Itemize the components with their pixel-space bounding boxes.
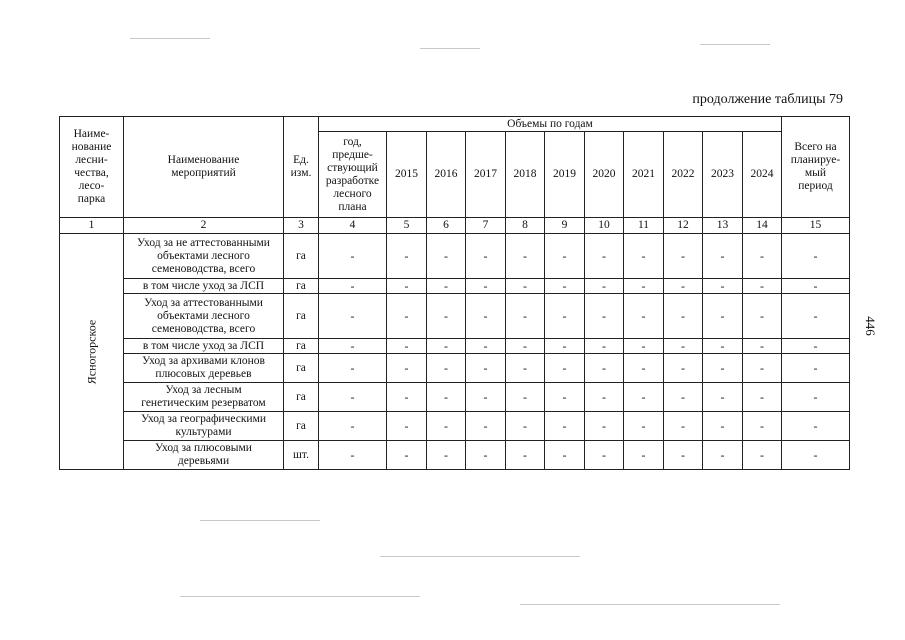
value-cell: - [743, 441, 782, 470]
unit-cell: га [284, 279, 319, 294]
activity-name: в том числе уход за ЛСП [124, 339, 284, 354]
header-year: 2023 [703, 132, 743, 218]
header-unit: Ед. изм. [284, 117, 319, 218]
value-cell: - [585, 383, 624, 412]
column-number: 7 [466, 218, 506, 234]
value-cell: - [506, 234, 545, 279]
value-cell: - [624, 383, 664, 412]
unit-cell: га [284, 234, 319, 279]
value-cell: - [466, 294, 506, 339]
value-cell: - [427, 441, 466, 470]
value-cell: - [466, 354, 506, 383]
value-cell: - [319, 354, 387, 383]
value-cell: - [427, 279, 466, 294]
header-year: 2022 [664, 132, 703, 218]
table-row [60, 294, 850, 339]
value-cell: - [427, 234, 466, 279]
header-year: 2015 [387, 132, 427, 218]
value-cell: - [319, 383, 387, 412]
value-cell: - [743, 354, 782, 383]
unit-cell: га [284, 354, 319, 383]
scan-speckle [520, 604, 780, 605]
column-number: 14 [743, 218, 782, 234]
value-cell: - [743, 234, 782, 279]
value-cell: - [506, 294, 545, 339]
value-cell: - [387, 339, 427, 354]
unit-cell: га [284, 339, 319, 354]
value-cell: - [664, 354, 703, 383]
value-cell: - [664, 339, 703, 354]
table-row [60, 354, 850, 383]
value-cell: - [387, 412, 427, 441]
value-cell: - [466, 279, 506, 294]
value-cell: - [624, 412, 664, 441]
value-cell: - [427, 354, 466, 383]
value-cell: - [506, 354, 545, 383]
value-cell: - [387, 441, 427, 470]
value-cell: - [506, 441, 545, 470]
unit-cell: га [284, 383, 319, 412]
column-number: 8 [506, 218, 545, 234]
value-cell: - [506, 279, 545, 294]
value-cell: - [743, 279, 782, 294]
column-number: 3 [284, 218, 319, 234]
header-prev-year: год, предше- ствующий разработке лесного плана [319, 132, 387, 218]
table-row [60, 441, 850, 470]
header-total: Всего на планируе- мый период [782, 117, 850, 218]
value-cell: - [466, 412, 506, 441]
value-cell: - [743, 383, 782, 412]
activity-name: Уход за географическими культурами [124, 412, 284, 441]
value-cell: - [664, 383, 703, 412]
value-cell: - [319, 441, 387, 470]
column-number: 15 [782, 218, 850, 234]
table-row [60, 279, 850, 294]
activity-name: Уход за плюсовыми деревьями [124, 441, 284, 470]
scan-speckle [200, 520, 320, 521]
volumes-table [59, 116, 850, 470]
value-cell: - [585, 294, 624, 339]
value-cell: - [466, 339, 506, 354]
value-cell: - [664, 234, 703, 279]
value-cell: - [624, 339, 664, 354]
value-cell: - [427, 412, 466, 441]
value-cell: - [782, 383, 850, 412]
value-cell: - [545, 354, 585, 383]
value-cell: - [506, 339, 545, 354]
value-cell: - [506, 383, 545, 412]
value-cell: - [624, 279, 664, 294]
column-number: 6 [427, 218, 466, 234]
value-cell: - [427, 383, 466, 412]
value-cell: - [319, 339, 387, 354]
value-cell: - [387, 234, 427, 279]
value-cell: - [703, 412, 743, 441]
scan-speckle [700, 44, 770, 45]
value-cell: - [703, 339, 743, 354]
value-cell: - [387, 279, 427, 294]
value-cell: - [624, 354, 664, 383]
value-cell: - [782, 279, 850, 294]
scan-speckle [130, 38, 210, 39]
scan-speckle [380, 556, 580, 557]
forestry-name-cell [60, 234, 124, 470]
value-cell: - [319, 294, 387, 339]
value-cell: - [427, 294, 466, 339]
value-cell: - [782, 294, 850, 339]
value-cell: - [585, 354, 624, 383]
column-number: 1 [60, 218, 124, 234]
header-forestry: Наиме- нование лесни- чества, лесо- парка [60, 117, 124, 218]
value-cell: - [466, 234, 506, 279]
value-cell: - [782, 412, 850, 441]
page-number: 446 [863, 316, 878, 336]
value-cell: - [319, 234, 387, 279]
activity-name: в том числе уход за ЛСП [124, 279, 284, 294]
value-cell: - [703, 441, 743, 470]
value-cell: - [782, 339, 850, 354]
table-row [60, 383, 850, 412]
column-number: 12 [664, 218, 703, 234]
activity-name: Уход за архивами клонов плюсовых деревьев [124, 354, 284, 383]
forestry-name: Ясногорское [84, 319, 98, 384]
header-year: 2016 [427, 132, 466, 218]
value-cell: - [782, 234, 850, 279]
value-cell: - [743, 339, 782, 354]
value-cell: - [545, 412, 585, 441]
value-cell: - [703, 279, 743, 294]
header-activity: Наименование мероприятий [124, 117, 284, 218]
value-cell: - [782, 354, 850, 383]
activity-name: Уход за лесным генетическим резерватом [124, 383, 284, 412]
column-number: 11 [624, 218, 664, 234]
value-cell: - [427, 339, 466, 354]
scan-speckle [180, 596, 420, 597]
scan-speckle [420, 48, 480, 49]
value-cell: - [624, 294, 664, 339]
value-cell: - [743, 412, 782, 441]
value-cell: - [664, 279, 703, 294]
unit-cell: га [284, 294, 319, 339]
value-cell: - [545, 339, 585, 354]
value-cell: - [782, 441, 850, 470]
activity-name: Уход за аттестованными объектами лесного семеноводства, всего [124, 294, 284, 339]
value-cell: - [585, 339, 624, 354]
value-cell: - [703, 354, 743, 383]
value-cell: - [545, 234, 585, 279]
column-number: 2 [124, 218, 284, 234]
value-cell: - [387, 294, 427, 339]
value-cell: - [624, 441, 664, 470]
value-cell: - [585, 441, 624, 470]
unit-cell: шт. [284, 441, 319, 470]
value-cell: - [703, 234, 743, 279]
value-cell: - [743, 294, 782, 339]
value-cell: - [545, 279, 585, 294]
activity-name: Уход за не аттестованными объектами лесного семеноводства, всего [124, 234, 284, 279]
value-cell: - [387, 383, 427, 412]
value-cell: - [387, 354, 427, 383]
value-cell: - [545, 441, 585, 470]
table-row [60, 339, 850, 354]
table-caption: продолжение таблицы 79 [692, 92, 843, 107]
header-year: 2019 [545, 132, 585, 218]
value-cell: - [703, 294, 743, 339]
value-cell: - [664, 412, 703, 441]
value-cell: - [624, 234, 664, 279]
header-year: 2021 [624, 132, 664, 218]
value-cell: - [585, 234, 624, 279]
value-cell: - [585, 279, 624, 294]
header-year: 2024 [743, 132, 782, 218]
column-number: 10 [585, 218, 624, 234]
header-year: 2018 [506, 132, 545, 218]
value-cell: - [545, 294, 585, 339]
column-number: 5 [387, 218, 427, 234]
value-cell: - [319, 412, 387, 441]
header-year: 2017 [466, 132, 506, 218]
value-cell: - [664, 441, 703, 470]
value-cell: - [319, 279, 387, 294]
value-cell: - [585, 412, 624, 441]
header-year: 2020 [585, 132, 624, 218]
value-cell: - [703, 383, 743, 412]
table-row [60, 234, 850, 279]
column-number: 4 [319, 218, 387, 234]
unit-cell: га [284, 412, 319, 441]
value-cell: - [466, 383, 506, 412]
header-volumes-by-year: Объемы по годам [319, 117, 782, 132]
table-row [60, 412, 850, 441]
column-number: 13 [703, 218, 743, 234]
value-cell: - [466, 441, 506, 470]
value-cell: - [664, 294, 703, 339]
value-cell: - [545, 383, 585, 412]
column-number: 9 [545, 218, 585, 234]
value-cell: - [506, 412, 545, 441]
